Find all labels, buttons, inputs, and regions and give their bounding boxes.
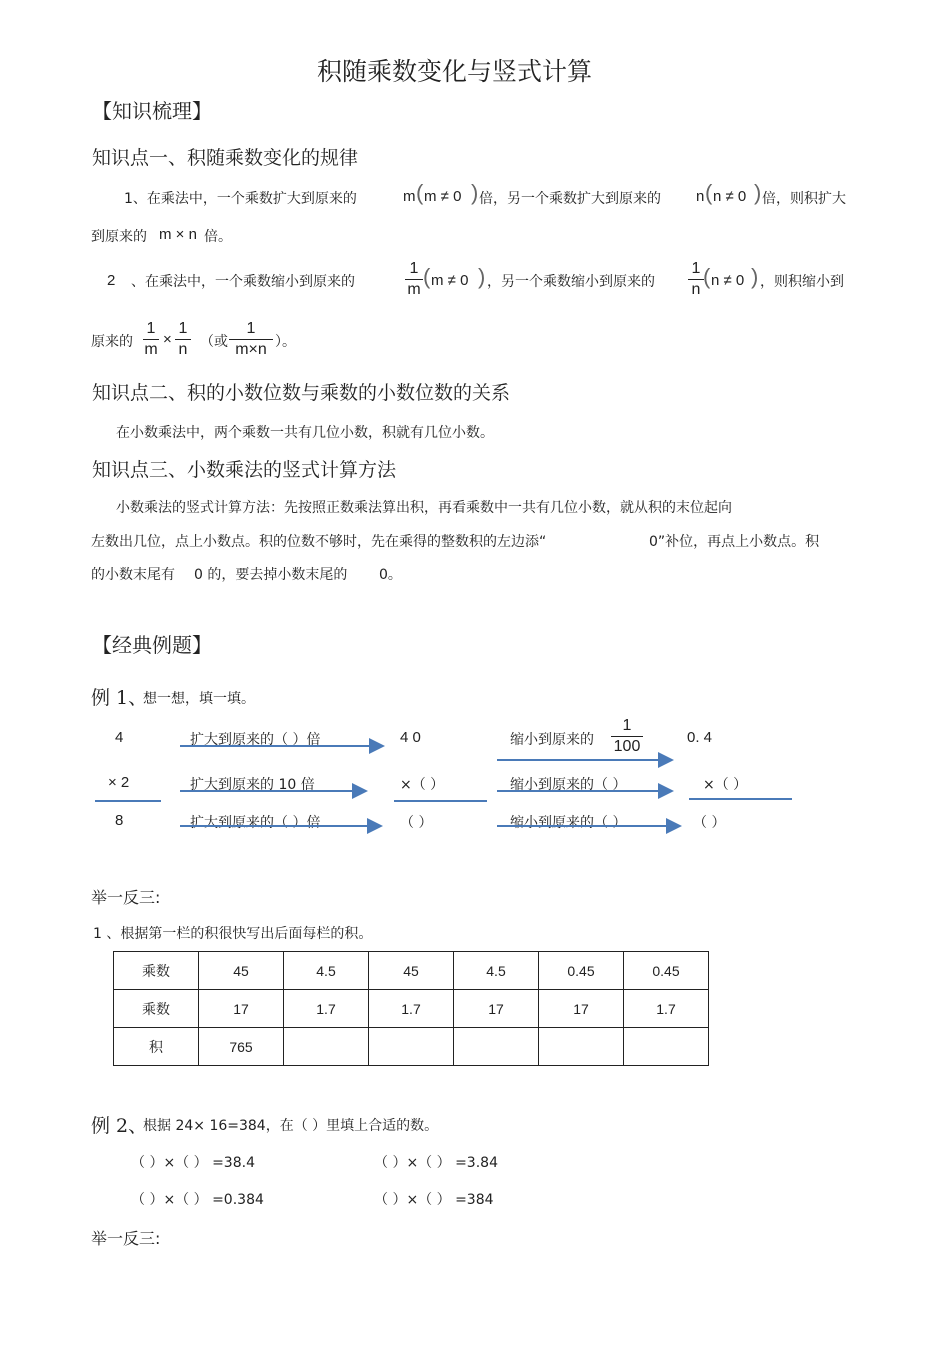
rule1-n: n [696,188,705,205]
ex1-arrow2-row1-label: 缩小到原来的 [510,732,594,748]
fraction-1-over-n-b: 1 n [175,320,191,359]
fraction-1-over-100: 1 100 [611,717,643,756]
rule1-text-d: 到原来的 [91,229,147,245]
table-row [114,990,709,1028]
answer-cell[interactable] [624,1028,709,1066]
ex1-arrow2-row2-label: 缩小到原来的（ ） [510,777,627,793]
example2-label: 例 2、 [91,1115,148,1137]
rule2-m-condition: m ≠ 0 [431,272,469,289]
rule2-text-c: ，则积缩小到 [760,274,844,290]
point1-heading: 知识点一、积随乘数变化的规律 [92,147,359,169]
section-examples-heading: 【经典例题】 [92,633,212,657]
ex1-col2-row2: ×（ ） [400,777,445,793]
section-knowledge-heading: 【知识梳理】 [92,99,212,123]
rule1-n-condition: n ≠ 0 [713,188,747,205]
table-cell: 17 [454,990,539,1028]
ex1-col1-row3: 8 [115,812,124,829]
rule1-text-e: 倍。 [204,229,232,245]
ex1-arrow1-row2-label: 扩大到原来的 10 倍 [190,777,315,793]
paren-open: ( [703,264,711,289]
ex1-arrow1-row1-label: 扩大到原来的（ ）倍 [190,732,321,748]
point2-text: 在小数乘法中，两个乘数一共有几位小数，积就有几位小数。 [116,425,494,441]
point3-line3c: 0。 [379,567,402,583]
practice1-heading: 举一反三: [91,888,161,907]
table-cell: 17 [539,990,624,1028]
rule2-text-a: 、在乘法中，一个乘数缩小到原来的 [131,274,355,290]
ex1-col3-row1: 0. 4 [687,729,713,746]
rule1-text-b: 倍，另一个乘数扩大到原来的 [479,191,661,207]
example2-eq2: （ ）×（ ） =3.84 [374,1155,498,1171]
fraction-1-over-m: 1 m [405,260,423,299]
fraction-1-over-m-b: 1 m [144,320,158,358]
table-cell: 4.5 [454,952,539,990]
ex1-col2-row3: （ ） [400,815,433,831]
answer-cell[interactable] [539,1028,624,1066]
rule1-mn: m × n [159,226,197,243]
ex1-arrow1-row3-label: 扩大到原来的（ ）倍 [190,815,321,831]
rule2-n-condition: n ≠ 0 [711,272,745,289]
table-cell: 1.7 [369,990,454,1028]
rule1-text-c: 倍，则积扩大 [762,191,846,207]
product-table [113,951,709,1066]
point3-line2a: 左数出几位，点上小数点。积的位数不够时，先在乘得的整数积的左边添“ [91,534,547,550]
point3-line2b: 0”补位，再点上小数点。积 [649,534,820,550]
table-cell: 17 [199,990,284,1028]
answer-cell[interactable] [369,1028,454,1066]
rule2-text-e: （或 [200,334,228,350]
rule1-m-condition: m ≠ 0 [424,188,462,205]
ex1-col1-row1: 4 [115,729,124,746]
table-cell: 0.45 [539,952,624,990]
example1-prompt: 想一想，填一填。 [143,691,255,707]
rule2-number: 2 [107,272,116,289]
ex1-arrow2-row3-label: 缩小到原来的（ ） [510,815,627,831]
ex1-col2-row1: 4 0 [400,729,421,746]
paren-close: ) [478,264,486,289]
example2-eq4: （ ）×（ ） =384 [374,1192,494,1208]
paren-open: ( [705,180,713,205]
table-cell: 乘数 [114,952,199,990]
paren-open: ( [416,180,424,205]
rule1-text-a: 1、在乘法中，一个乘数扩大到原来的 [124,191,357,207]
rule2-text-f: ）。 [275,334,296,350]
rule2-text-b: ，另一个乘数缩小到原来的 [487,274,655,290]
answer-cell[interactable] [454,1028,539,1066]
paren-close: ) [754,180,762,205]
page-title: 积随乘数变化与竖式计算 [317,57,593,86]
table-cell: 1.7 [284,990,369,1028]
times-sign: × [163,331,172,348]
answer-cell[interactable] [284,1028,369,1066]
table-cell: 45 [199,952,284,990]
rule1-m: m [403,188,416,205]
table-cell: 1.7 [624,990,709,1028]
point3-line3a: 的小数末尾有 [91,567,175,583]
example2-eq3: （ ）×（ ） =0.384 [131,1192,264,1208]
point3-line1: 小数乘法的竖式计算方法：先按照正数乘法算出积，再看乘数中一共有几位小数，就从积的末位起向 [116,500,732,516]
table-cell: 765 [199,1028,284,1066]
table-row [114,952,709,990]
example2-prompt: 根据 24× 16=384，在（ ）里填上合适的数。 [143,1118,439,1134]
practice1-question: 1 、根据第一栏的积很快写出后面每栏的积。 [93,926,373,942]
fraction-1-over-mn: 1 m×n [229,320,273,359]
example2-eq1: （ ）×（ ） =38.4 [131,1155,255,1171]
rule2-text-d: 原来的 [91,334,133,350]
table-cell: 积 [114,1028,199,1066]
point3-heading: 知识点三、小数乘法的竖式计算方法 [92,459,397,481]
fraction-1-over-n: 1 n [688,260,704,299]
paren-close: ) [751,264,759,289]
table-cell: 45 [369,952,454,990]
point2-heading: 知识点二、积的小数位数与乘数的小数位数的关系 [92,382,511,404]
ex1-col1-row2: × 2 [108,774,130,791]
example1-label: 例 1、 [91,687,148,709]
table-cell: 乘数 [114,990,199,1028]
paren-close: ) [471,180,479,205]
ex1-col3-row2: ×（ ） [703,777,748,793]
table-row [114,1028,709,1066]
table-cell: 4.5 [284,952,369,990]
table-cell: 0.45 [624,952,709,990]
point3-line3b: 0 的，要去掉小数末尾的 [194,567,348,583]
paren-open: ( [423,264,431,289]
practice2-heading: 举一反三: [91,1229,161,1248]
ex1-col3-row3: （ ） [693,815,726,831]
